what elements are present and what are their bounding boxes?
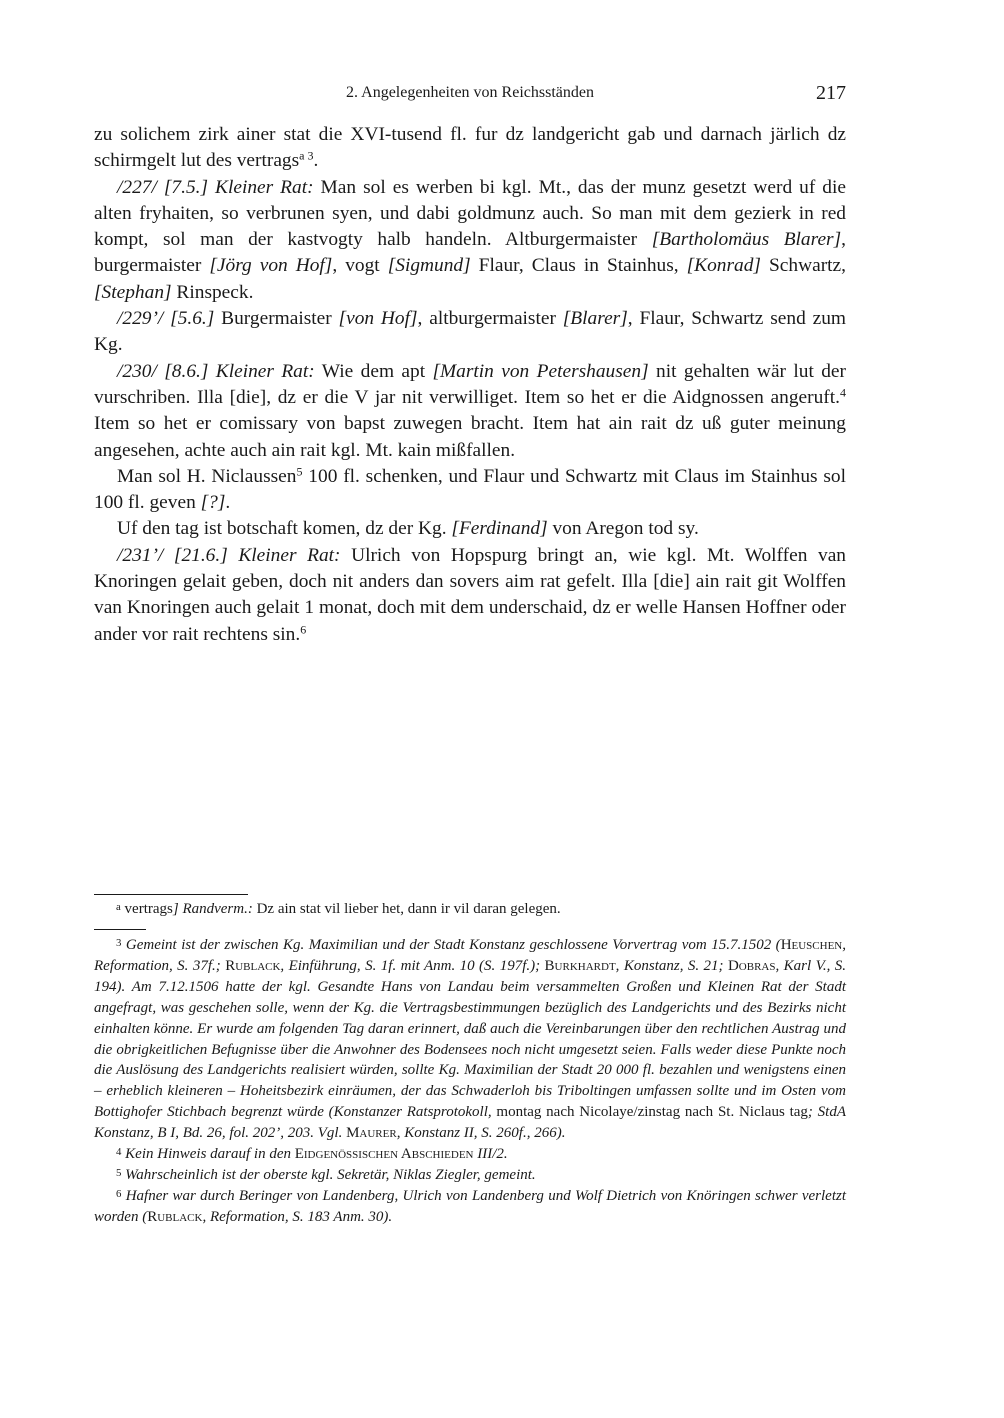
paragraph-niclaussen: Man sol H. Niclaussen$^5$ 100 fl. schenken, und Flaur und Schwartz mit Claus im Stainhus sol 100 fl. geven [?]. [94, 464, 846, 514]
paragraph-1: zu solichem zirk ainer stat die XVI-tusend fl. fur dz landgericht gab und darnach järlich dz schirmgelt lut des vertrags$^a$ $^3$. [94, 124, 846, 172]
entry-ref: /227/ [7.5.] Kleiner Rat: [117, 176, 314, 198]
footnote-3: $^3$ Gemeint ist der zwischen Kg. Maximilian und der Stadt Konstanz geschlossene Vorvertrag vom 15.7.1502 (Heuschen, Reformation, S. 37f.; Rublack, Einführung, S. 1f. mit Anm. 10 (S. 197f.); Burkhardt, Konstanz, S. 21; Dobras, Karl V., S. 194). Am 7.12.1506 hatte der kgl. Gesandte Hans von Landau beim versammelten Großen und Kleinen Rat der Stadt angefragt, was geschehen solle, wenn der Kg. die Vertragsbestimmungen bezüglich des Landgerichts und des Bezirks nicht einhalten könne. Er wurde am folgenden Tag daran erinnert, daß auch die Vereinbarungen über den rechtlichen Austrag und die obrigkeitlichen Befugnisse über die Anwohner des Bodensees noch nicht umgesetzt seien. Falls weder diese Punkte noch die Auslösung des Landgerichts realisiert würden, sollte Kg. Maximilian der Stadt 20 000 fl. bezahlen und wenigstens einen – erheblich kleineren – Hoheitsbezirk einräumen, der das Schwaderloh bis Triboltingen umfassen sollte und im Osten vom Bottighofer Stichbach begrenzt würde (Konstanzer Ratsprotokoll, montag nach Nicolaye/zinstag nach St. Niclaus tag; StdA Konstanz, B I, Bd. 26, fol. 202’, 203. Vgl. Maurer, Konstanz II, S. 260f., 266). [94, 936, 847, 1142]
entry-ref: /229’/ [5.6.] [117, 308, 215, 330]
textual-apparatus [94, 899, 846, 920]
footnote-ref-4[interactable]: 4 [839, 385, 846, 400]
apparatus-separator [94, 894, 248, 895]
entry-ref: /230/ [8.6.] Kleiner Rat: [117, 360, 315, 382]
footnote-ref-5[interactable]: 5 [296, 464, 303, 479]
page-number: 217 [816, 82, 846, 104]
apparatus-note-a: $^a$ vertrags] Randverm.: Dz ain stat vil lieber het, dann ir vil daran gelegen. [116, 900, 561, 917]
footnotes [94, 935, 846, 1228]
entry-ref: /231’/ [21.6.] Kleiner Rat: [117, 544, 341, 566]
footnote-ref-3[interactable]: 3 [307, 148, 314, 163]
footnote-5: $^5$ Wahrscheinlich ist der oberste kgl. Sekretär, Niklas Ziegler, gemeint. [116, 1166, 536, 1183]
apparatus-mark-a[interactable]: a [299, 148, 305, 163]
paragraph-227: /227/ [7.5.] Kleiner Rat: Man sol es werben bi kgl. Mt., das der munz gesetzt werd uf die alten fryhaiten, so verbrunen syen, und dabi goldmunz auch. So man mit dem gezierk in red kompt, sol man der kastvogty halb handeln. Altburgermaister [Bartholomäus Blarer], burgermaister [Jörg von Hof], vogt [Sigmund] Flaur, Claus in Stainhus, [Konrad] Schwartz, [Stephan] Rinspeck. [94, 176, 847, 303]
paragraph-230: /230/ [8.6.] Kleiner Rat: Wie dem apt [Martin von Petershausen] nit gehalten wär lut der vurschriben. Illa [die], dz er die V jar nit verwilliget. Item so het er die Aidgnossen angeruft.$^4$ Item so het er comissary von bapst zuwegen bracht. Item hat ain rait dz uß guter meinung angesehen, achte auch ain rait kgl. Mt. kain mißfallen. [94, 360, 846, 461]
paragraph-229: /229’/ [5.6.] Burgermaister [von Hof], altburgermaister [Blarer], Flaur, Schwartz send zum Kg. [94, 308, 846, 356]
running-head: 2. Angelegenheiten von Reichsständen [346, 84, 594, 101]
footnote-separator [94, 929, 146, 930]
page-header [94, 82, 846, 110]
paragraph-231: /231’/ [21.6.] Kleiner Rat: Ulrich von Hopspurg bringt an, wie kgl. Mt. Wolffen van Knoringen gelait geben, doch nit anders dan sovers aim rat gefelt. Illa [die] ain rait git Wolffen van Knoringen auch gelait 1 monat, doch mit dem underschaid, dz er welle Hansen Hoffner oder ander vor rait rechtens sin.$^6$ [94, 544, 846, 645]
main-text [94, 122, 846, 648]
footnote-4: $^4$ Kein Hinweis darauf in den Eidgenössischen Abschieden III/2. [116, 1145, 508, 1163]
footnote-ref-6[interactable]: 6 [300, 622, 307, 637]
paragraph-botschaft: Uf den tag ist botschaft komen, dz der Kg. [Ferdinand] von Aregon tod sy. [117, 518, 699, 540]
footnote-6: $^6$ Hafner war durch Beringer von Landenberg, Ulrich von Landenberg und Wolf Dietrich von Knöringen schwer verletzt worden (Rublack, Reformation, S. 183 Anm. 30). [94, 1187, 846, 1225]
